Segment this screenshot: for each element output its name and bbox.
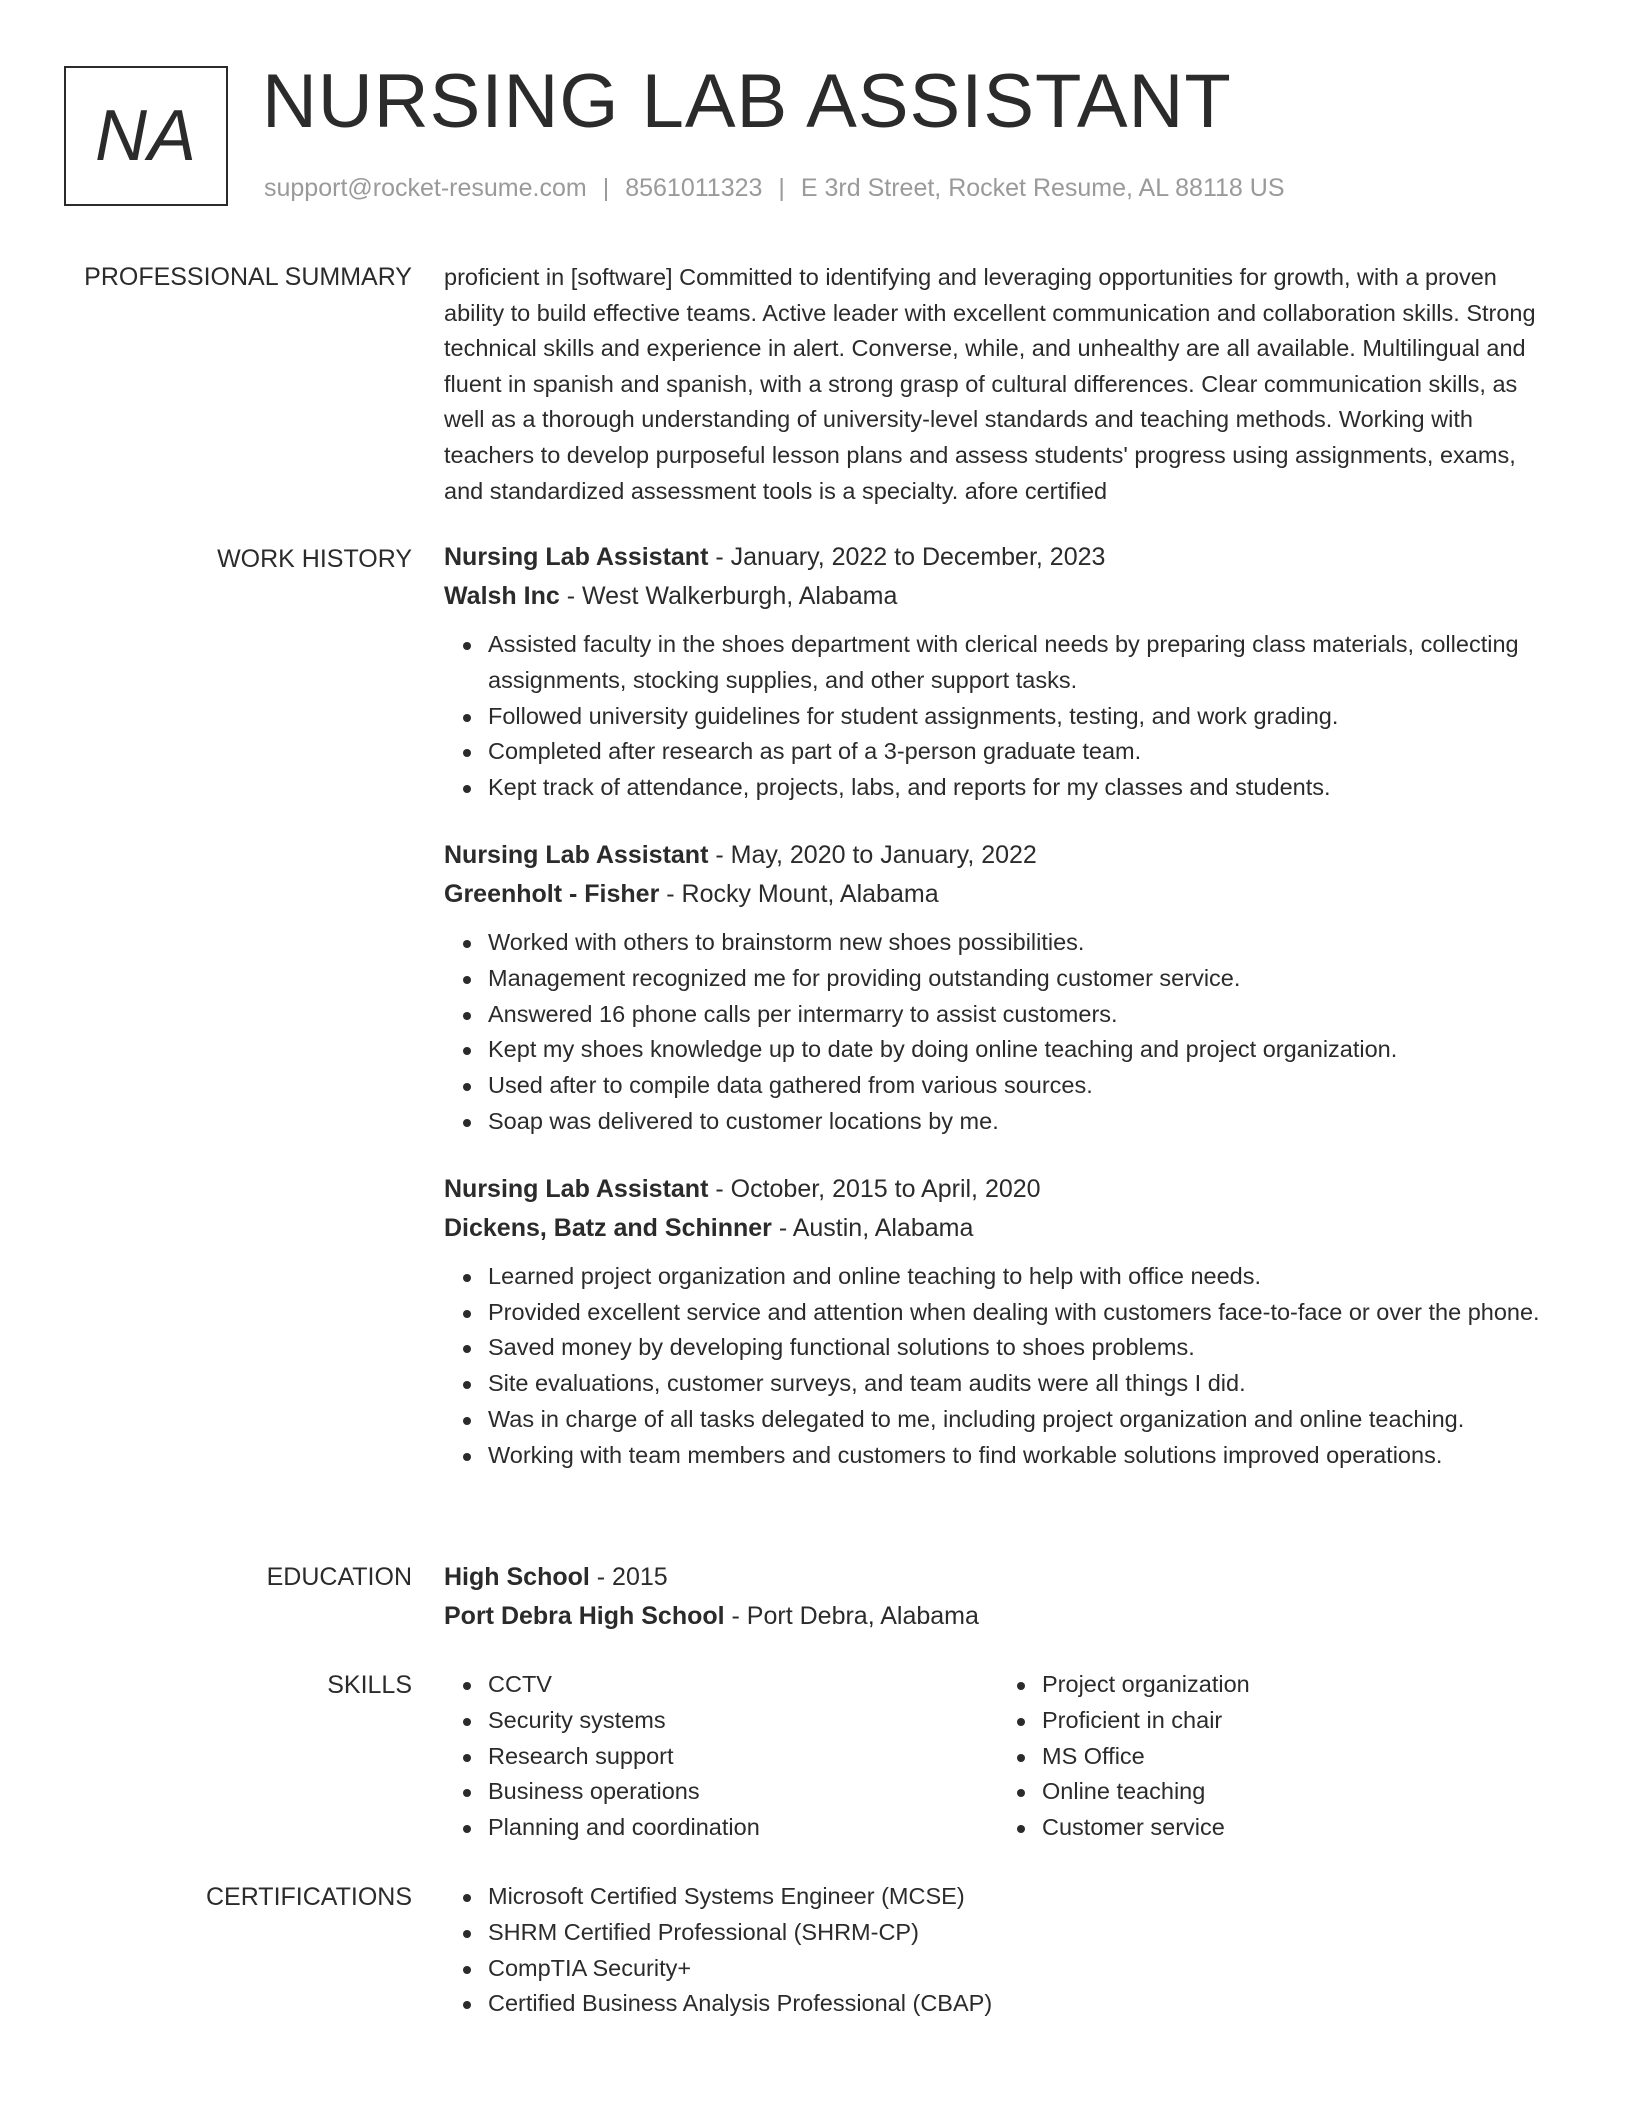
certifications-list bbox=[444, 1879, 1552, 2022]
summary-body bbox=[444, 260, 1552, 509]
certification-item: SHRM Certified Professional (SHRM-CP) bbox=[488, 1915, 1552, 1951]
certifications-body bbox=[444, 1879, 1552, 2022]
monogram-badge: NA bbox=[64, 66, 228, 206]
job-dates: - January, 2022 to December, 2023 bbox=[708, 543, 1106, 571]
job-dates: - May, 2020 to January, 2022 bbox=[708, 840, 1037, 869]
education-body bbox=[444, 1558, 1552, 1635]
job-bullet: Management recognized me for providing outstanding customer service. bbox=[488, 961, 1552, 997]
job-company: Greenholt - Fisher bbox=[444, 879, 660, 908]
contact-separator: | bbox=[778, 174, 785, 202]
skill-item: Business operations bbox=[488, 1774, 998, 1810]
section-label-work-history: WORK HISTORY bbox=[217, 545, 412, 573]
job-bullet: Completed after research as part of a 3-person graduate team. bbox=[488, 734, 1552, 770]
work-history-body bbox=[444, 538, 1552, 1474]
skill-item: CCTV bbox=[488, 1667, 998, 1703]
contact-phone[interactable]: 8561011323 bbox=[625, 174, 763, 202]
skills-body bbox=[444, 1667, 1552, 1846]
job-dates: - October, 2015 to April, 2020 bbox=[708, 1174, 1041, 1203]
summary-text: proficient in [software] Committed to identifying and leveraging opportunities for growth, with a proven ability to build effective teams. Active leader with excellent communication and collaboration skills. Strong technical skills and experience in alert. Converse, while, and unhealthy are all available. Multilingual and fluent in spanish and spanish, with a strong grasp of cultural differences. Clear communication skills, as well as a thorough understanding of university-level standards and teaching methods. Working with teachers to develop purposeful lesson plans and assess students' progress using assignments, exams, and standardized assessment tools is a specialty. afore certified bbox=[444, 264, 1536, 504]
resume-title: NURSING LAB ASSISTANT bbox=[262, 59, 1232, 144]
certification-item: CompTIA Security+ bbox=[488, 1951, 1552, 1987]
job-bullet: Saved money by developing functional solutions to shoes problems. bbox=[488, 1330, 1552, 1366]
job-title-line bbox=[444, 538, 1552, 576]
job-location: - West Walkerburgh, Alabama bbox=[559, 582, 898, 610]
certification-item: Microsoft Certified Systems Engineer (MCSE) bbox=[488, 1879, 1552, 1915]
education-degree: High School bbox=[444, 1563, 590, 1591]
job-company: Dickens, Batz and Schinner bbox=[444, 1213, 772, 1242]
job-bullet: Assisted faculty in the shoes department with clerical needs by preparing class materials, collecting assignments, stocking supplies, and other support tasks. bbox=[488, 627, 1552, 699]
job-title: Nursing Lab Assistant bbox=[444, 1174, 709, 1203]
education-school-line bbox=[444, 1597, 1552, 1635]
skill-item: Security systems bbox=[488, 1703, 998, 1739]
skills-list-left bbox=[444, 1667, 998, 1846]
job-bullet: Kept my shoes knowledge up to date by doing online teaching and project organization. bbox=[488, 1032, 1552, 1068]
education-year: - 2015 bbox=[589, 1563, 668, 1591]
job-bullet: Site evaluations, customer surveys, and team audits were all things I did. bbox=[488, 1366, 1552, 1402]
job-company: Walsh Inc bbox=[444, 582, 560, 610]
skill-item: Online teaching bbox=[1042, 1774, 1552, 1810]
skill-item: Proficient in chair bbox=[1042, 1703, 1552, 1739]
job-title-line bbox=[444, 836, 1552, 874]
contact-email[interactable]: support@rocket-resume.com bbox=[264, 174, 587, 202]
job-bullet: Learned project organization and online teaching to help with office needs. bbox=[488, 1259, 1552, 1295]
job-bullet: Provided excellent service and attention when dealing with customers face-to-face or over the phone. bbox=[488, 1295, 1552, 1331]
job-bullet-list bbox=[444, 627, 1552, 806]
skills-list-right bbox=[998, 1667, 1552, 1846]
job-bullet: Used after to compile data gathered from various sources. bbox=[488, 1068, 1552, 1104]
contact-line bbox=[264, 174, 1285, 203]
job-entry bbox=[444, 1170, 1552, 1474]
job-bullet-list bbox=[444, 925, 1552, 1140]
job-entry bbox=[444, 836, 1552, 1140]
section-label-education: EDUCATION bbox=[266, 1563, 412, 1591]
job-company-line bbox=[444, 577, 1552, 615]
section-label-summary: PROFESSIONAL SUMMARY bbox=[84, 263, 412, 291]
skill-item: MS Office bbox=[1042, 1739, 1552, 1775]
skill-item: Project organization bbox=[1042, 1667, 1552, 1703]
job-title-line bbox=[444, 1170, 1552, 1208]
job-title: Nursing Lab Assistant bbox=[444, 840, 709, 869]
job-bullet: Followed university guidelines for student assignments, testing, and work grading. bbox=[488, 699, 1552, 735]
skill-item: Research support bbox=[488, 1739, 998, 1775]
job-bullet: Was in charge of all tasks delegated to me, including project organization and online teaching. bbox=[488, 1402, 1552, 1438]
section-label-skills: SKILLS bbox=[327, 1671, 412, 1699]
job-bullet: Kept track of attendance, projects, labs, and reports for my classes and students. bbox=[488, 770, 1552, 806]
section-label-certifications: CERTIFICATIONS bbox=[205, 1883, 412, 1911]
job-title: Nursing Lab Assistant bbox=[444, 543, 709, 571]
job-bullet: Working with team members and customers to find workable solutions improved operations. bbox=[488, 1438, 1552, 1474]
job-bullet-list bbox=[444, 1259, 1552, 1474]
skills-columns bbox=[444, 1667, 1552, 1846]
job-bullet: Soap was delivered to customer locations by me. bbox=[488, 1104, 1552, 1140]
skill-item: Planning and coordination bbox=[488, 1810, 998, 1846]
job-location: - Rocky Mount, Alabama bbox=[659, 879, 939, 908]
job-bullet: Answered 16 phone calls per intermarry to assist customers. bbox=[488, 997, 1552, 1033]
contact-address: E 3rd Street, Rocket Resume, AL 88118 US bbox=[800, 174, 1285, 202]
education-school: Port Debra High School bbox=[444, 1602, 725, 1630]
education-location: - Port Debra, Alabama bbox=[724, 1602, 979, 1630]
job-company-line bbox=[444, 1209, 1552, 1247]
job-entry bbox=[444, 538, 1552, 806]
skill-item: Customer service bbox=[1042, 1810, 1552, 1846]
certification-item: Certified Business Analysis Professional (CBAP) bbox=[488, 1986, 1552, 2022]
job-location: - Austin, Alabama bbox=[771, 1213, 974, 1242]
job-bullet: Worked with others to brainstorm new shoes possibilities. bbox=[488, 925, 1552, 961]
education-degree-line bbox=[444, 1558, 1552, 1596]
job-company-line bbox=[444, 875, 1552, 913]
contact-separator: | bbox=[602, 174, 610, 202]
